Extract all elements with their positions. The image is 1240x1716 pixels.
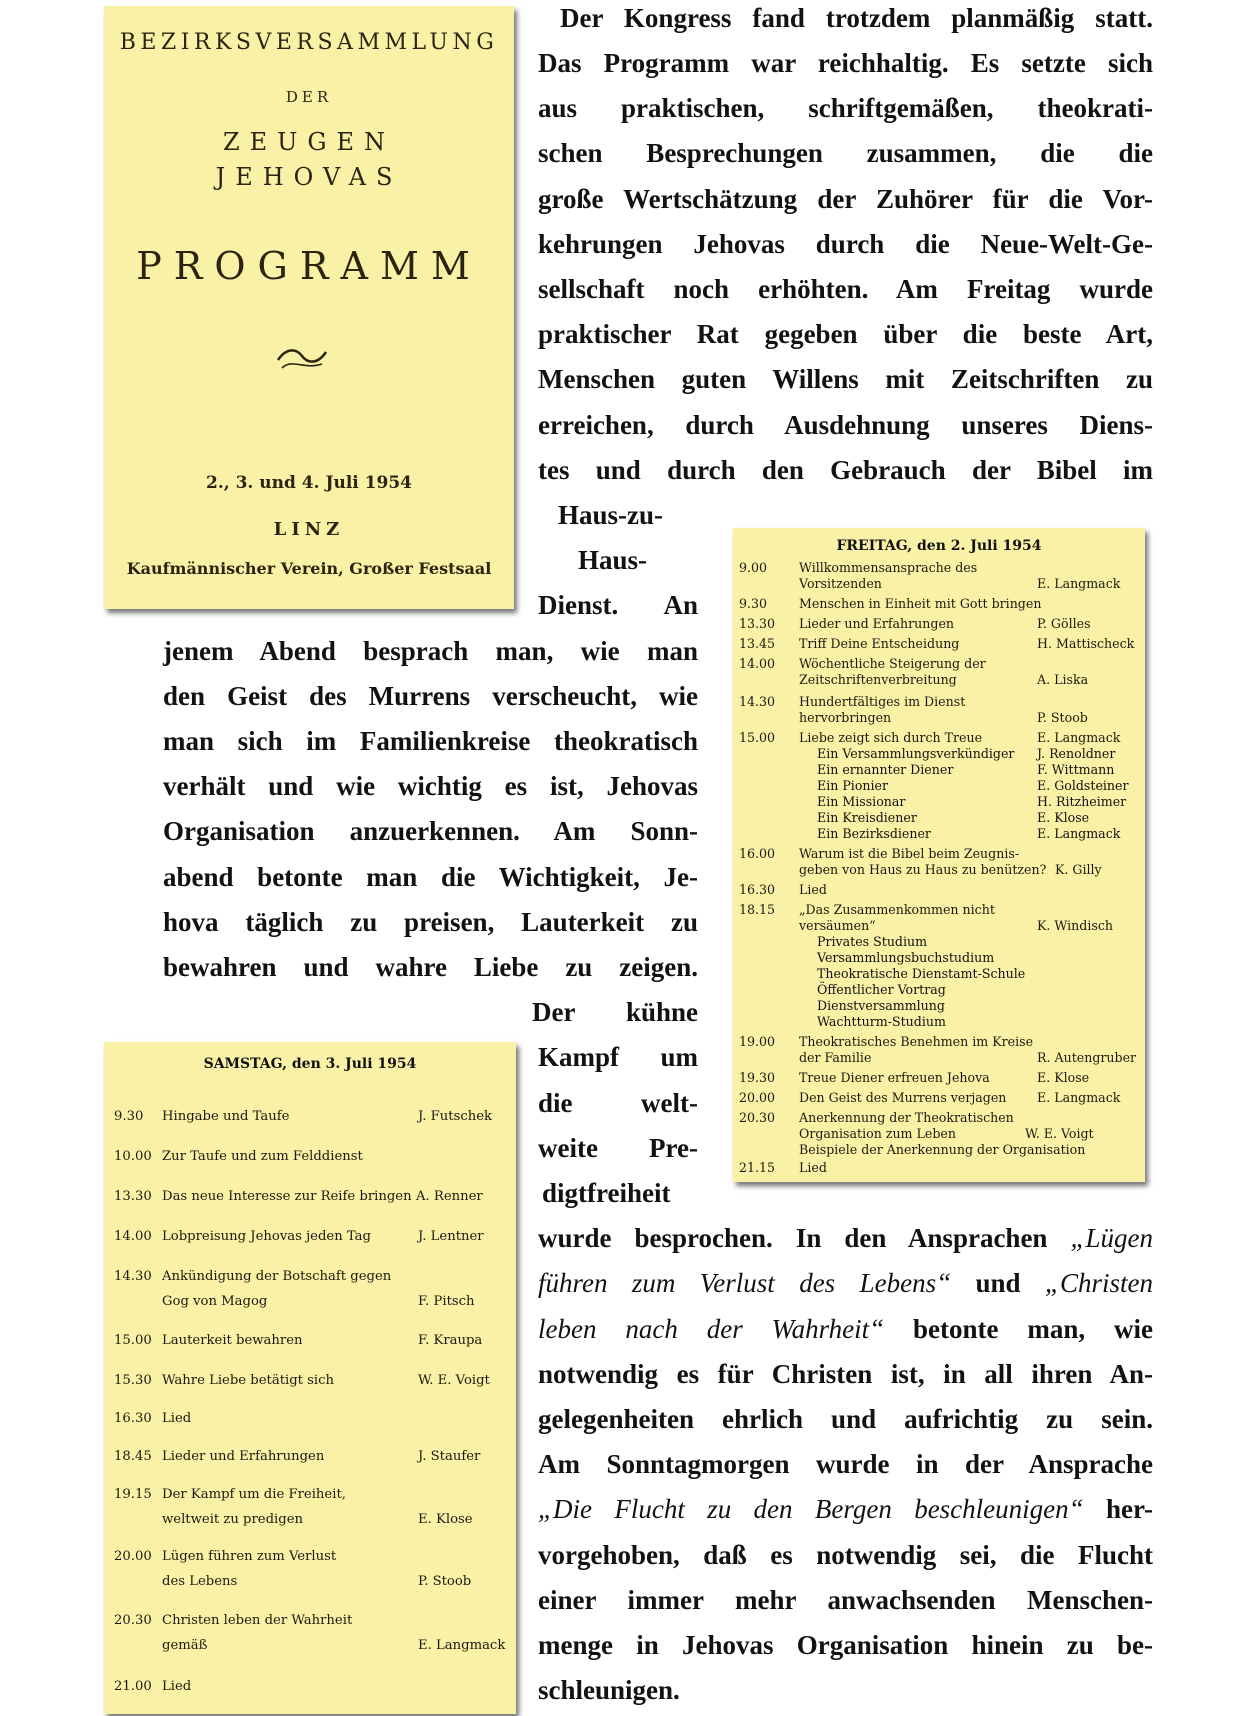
body-line: Der Kongress fand trotzdem planmäßig statt.: [560, 3, 1153, 33]
program-speaker: A. Liska: [1037, 672, 1089, 687]
body-line: bewahren und wahre Liebe zu zeigen.: [163, 952, 698, 982]
subtalk-speaker: E. Langmack: [1037, 826, 1121, 841]
program-time: 9.00: [739, 560, 768, 575]
program-speaker: J. Futschek: [418, 1109, 493, 1124]
program-cover: [104, 6, 514, 609]
body-line: Organisation anzuerkennen. Am Sonn-: [163, 816, 698, 846]
program-speaker: P. Stoob: [418, 1574, 472, 1589]
program-speaker: W. E. Voigt: [1025, 1126, 1094, 1141]
body-line: vorgehoben, daß es notwendig sei, die Flucht: [538, 1540, 1153, 1570]
program-title: Wahre Liebe betätigt sich: [162, 1373, 335, 1388]
friday-1500-subtalks: [817, 746, 1014, 842]
subtalk-speaker: J. Renoldner: [1037, 746, 1116, 761]
talk-title: „Lügen: [1070, 1223, 1154, 1253]
program-time: 16.00: [739, 846, 776, 861]
body-text: wurde besprochen. In den Ansprachen: [538, 1223, 1048, 1253]
program-title: Lieder und Erfahrungen: [162, 1449, 325, 1464]
program-time: 21.15: [739, 1160, 776, 1175]
program-title: „Das Zusammenkommen nicht versäumen“: [799, 902, 995, 933]
program-speaker: K. Gilly: [1055, 862, 1102, 877]
program-speaker: E. Klose: [418, 1512, 473, 1527]
program-speaker: E. Langmack: [1037, 1090, 1121, 1105]
subtalk-speaker: F. Wittmann: [1037, 762, 1115, 777]
program-speaker: P. Gölles: [1037, 616, 1091, 631]
program-title: Lauterkeit bewahren: [162, 1333, 303, 1348]
program-speaker: R. Autengruber: [1037, 1050, 1137, 1065]
program-speaker: E. Langmack: [418, 1638, 506, 1653]
subtalk-label: Ein ernannter Diener: [817, 762, 954, 777]
program-time: 19.15: [114, 1487, 152, 1502]
body-line: Der kühne: [532, 997, 698, 1027]
program-title: Zur Taufe und zum Felddienst: [162, 1149, 363, 1164]
body-line: Am Sonntagmorgen wurde in der Ansprache: [538, 1449, 1153, 1479]
program-title: Der Kampf um die Freiheit, weltweit zu predigen: [162, 1487, 346, 1527]
program-title: Triff Deine Entscheidung: [799, 636, 960, 651]
program-title: Hundertfältiges im Dienst hervorbringen: [799, 694, 966, 725]
body-line: sellschaft noch erhöhten. Am Freitag wurde: [538, 274, 1153, 304]
talk-title: „Christen: [1044, 1268, 1154, 1298]
body-line: Haus-: [578, 545, 648, 575]
body-line: tes und durch den Gebrauch der Bibel im: [538, 455, 1153, 485]
program-speaker: H. Mattischeck: [1037, 636, 1135, 651]
subtalk-label: Dienstversammlung: [817, 998, 945, 1013]
subtalk-label: Ein Kreisdiener: [817, 810, 917, 825]
program-speaker: J. Staufer: [418, 1449, 481, 1464]
body-line: abend betonte man die Wichtigkeit, Je-: [163, 862, 698, 892]
cover-title: PROGRAMM: [136, 244, 482, 288]
subtalk-label: Ein Pionier: [817, 778, 889, 793]
body-line: den Geist des Murrens verscheucht, wie: [163, 681, 698, 711]
talk-title: „Die Flucht zu den Bergen beschleunigen“: [538, 1494, 1084, 1524]
program-speaker: E. Klose: [1037, 1070, 1090, 1085]
program-time: 14.00: [739, 656, 776, 671]
program-time: 13.30: [739, 616, 776, 631]
program-time: 10.00: [114, 1149, 152, 1164]
cover-city: LINZ: [273, 519, 345, 540]
program-title: Hingabe und Taufe: [162, 1109, 290, 1124]
program-speaker: P. Stoob: [1037, 710, 1088, 725]
body-line: notwendig es für Christen ist, in all ihren An-: [538, 1359, 1153, 1389]
subtalk-label: Ein Versammlungsverkündiger: [817, 746, 1015, 761]
body-line: aus praktischen, schriftgemäßen, theokrati-: [538, 93, 1153, 123]
body-line: digtfreiheit: [542, 1178, 671, 1208]
body-line: gelegenheiten ehrlich und aufrichtig zu sein.: [538, 1404, 1153, 1434]
program-time: 16.30: [739, 882, 776, 897]
program-title: Anerkennung der Theokratischen Organisation zum Leben Beispiele der Anerkennung der Organisation: [799, 1110, 1086, 1157]
program-time: 20.00: [114, 1549, 152, 1564]
program-title: Ankündigung der Botschaft gegen Gog von Magog: [162, 1269, 392, 1309]
cover-heading-line1: BEZIRKSVERSAMMLUNG: [119, 30, 499, 55]
program-title: Lied: [162, 1679, 192, 1694]
subtalk-speaker: E. Klose: [1037, 810, 1090, 825]
program-speaker: A. Renner: [416, 1189, 483, 1204]
subtalk-label: Ein Bezirksdiener: [817, 826, 931, 841]
program-title: Warum ist die Bibel beim Zeugnis- geben von Haus zu Haus zu benützen?: [799, 846, 1047, 877]
body-line: große Wertschätzung der Zuhörer für die Vor-: [538, 184, 1153, 214]
program-title: Lied: [799, 1160, 827, 1175]
program-title: Menschen in Einheit mit Gott bringen: [799, 596, 1042, 611]
program-time: 13.30: [114, 1189, 152, 1204]
body-line: [538, 1216, 1153, 1261]
talk-title: führen zum Verlust des Lebens“: [538, 1268, 952, 1298]
program-title: Lieder und Erfahrungen: [799, 616, 955, 631]
program-title: Das neue Interesse zur Reife bringen: [162, 1189, 412, 1204]
body-line: kehrungen Jehovas durch die Neue-Welt-Ge-: [538, 229, 1153, 259]
body-line: weite Pre-: [538, 1133, 698, 1163]
body-line: Kampf um: [538, 1042, 698, 1072]
body-line: jenem Abend besprach man, wie man: [163, 636, 698, 666]
program-speaker: F. Pitsch: [418, 1294, 475, 1309]
saturday-program: [104, 1042, 516, 1714]
program-time: 15.00: [114, 1333, 152, 1348]
friday-title: FREITAG, den 2. Juli 1954: [836, 538, 1042, 554]
body-text: her-: [1106, 1494, 1153, 1524]
subtalk-label: Versammlungsbuchstudium: [817, 950, 995, 965]
program-time: 19.30: [739, 1070, 776, 1085]
program-title: Lobpreisung Jehovas jeden Tag: [162, 1229, 371, 1244]
subtalk-label: Öffentlicher Vortrag: [817, 982, 946, 997]
body-line: schen Besprechungen zusammen, die die: [538, 138, 1153, 168]
cover-venue: Kaufmännischer Verein, Großer Festsaal: [126, 559, 492, 578]
subtalk-label: Privates Studium: [817, 934, 928, 949]
program-time: 14.00: [114, 1229, 152, 1244]
program-title: Liebe zeigt sich durch Treue: [799, 730, 983, 745]
subtalk-label: Theokratische Dienstamt-Schule: [817, 966, 1026, 981]
subtalk-label: Wachtturm-Studium: [817, 1014, 946, 1029]
program-time: 9.30: [114, 1109, 144, 1124]
cover-heading-line3: ZEUGEN: [222, 128, 396, 156]
program-time: 18.15: [739, 902, 776, 917]
program-title: Willkommensansprache des Vorsitzenden: [799, 560, 978, 591]
body-line: einer immer mehr anwachsenden Menschen-: [538, 1585, 1153, 1615]
friday-1500-speakers: [1037, 746, 1129, 842]
body-line: verhält und wie wichtig es ist, Jehovas: [163, 771, 698, 801]
subtalk-speaker: H. Ritzheimer: [1037, 794, 1127, 809]
body-line: [538, 1487, 1153, 1532]
program-title: Christen leben der Wahrheit gemäß: [162, 1613, 353, 1653]
program-time: 14.30: [114, 1269, 152, 1284]
friday-program: [733, 528, 1145, 1182]
subtalk-speaker: E. Goldsteiner: [1037, 778, 1129, 793]
subtalk-label: Ein Missionar: [817, 794, 906, 809]
cover-heading-line4: JEHOVAS: [215, 163, 403, 191]
program-time: 15.00: [739, 730, 776, 745]
program-time: 14.30: [739, 694, 776, 709]
body-line: [538, 1261, 1153, 1306]
program-title: Lügen führen zum Verlust des Lebens: [162, 1549, 337, 1589]
program-time: 19.00: [739, 1034, 776, 1049]
body-line: Menschen guten Willens mit Zeitschriften zu: [538, 364, 1153, 394]
program-title: Treue Diener erfreuen Jehova: [799, 1070, 990, 1085]
program-time: 18.45: [114, 1449, 152, 1464]
body-line: Haus-zu-: [558, 500, 664, 530]
program-title: Lied: [799, 882, 827, 897]
body-line: die welt-: [538, 1088, 698, 1118]
program-title: Den Geist des Murrens verjagen: [799, 1090, 1007, 1105]
body-line: hova täglich zu preisen, Lauterkeit zu: [163, 907, 698, 937]
program-title: Wöchentliche Steigerung der Zeitschriftenverbreitung: [799, 656, 986, 687]
body-line: Das Programm war reichhaltig. Es setzte sich: [538, 48, 1153, 78]
program-time: 16.30: [114, 1411, 152, 1426]
program-speaker: J. Lentner: [418, 1229, 484, 1244]
program-time: 21.00: [114, 1679, 152, 1694]
body-text: betonte man, wie: [913, 1314, 1153, 1344]
program-time: 20.30: [114, 1613, 152, 1628]
body-line: [538, 1307, 1153, 1352]
program-time: 20.00: [739, 1090, 776, 1105]
program-speaker: W. E. Voigt: [418, 1373, 490, 1388]
program-speaker: K. Windisch: [1037, 918, 1113, 933]
program-speaker: E. Langmack: [1037, 576, 1121, 591]
body-line: Dienst. An: [538, 590, 698, 620]
program-speaker: F. Kraupa: [418, 1333, 483, 1348]
program-time: 13.45: [739, 636, 776, 651]
friday-1815-subtalks: [817, 934, 1025, 1030]
program-title: Theokratisches Benehmen im Kreise der Familie: [799, 1034, 1034, 1065]
program-title: Lied: [162, 1411, 192, 1426]
ornament-icon: [274, 344, 330, 372]
talk-title: leben nach der Wahrheit“: [538, 1314, 885, 1344]
cover-dates: 2., 3. und 4. Juli 1954: [206, 473, 412, 493]
body-line: menge in Jehovas Organisation hinein zu be-: [538, 1630, 1153, 1660]
program-time: 20.30: [739, 1110, 776, 1125]
body-line: man sich im Familienkreise theokratisch: [163, 726, 698, 756]
body-line: erreichen, durch Ausdehnung unseres Diens-: [538, 410, 1153, 440]
program-time: 15.30: [114, 1373, 152, 1388]
program-speaker: E. Langmack: [1037, 730, 1121, 745]
cover-heading-line2: DER: [285, 88, 333, 106]
saturday-title: SAMSTAG, den 3. Juli 1954: [203, 1056, 417, 1072]
program-time: 9.30: [739, 596, 768, 611]
body-line: praktischer Rat gegeben über die beste Art,: [538, 319, 1153, 349]
body-line: schleunigen.: [538, 1675, 680, 1705]
body-text: und: [975, 1268, 1021, 1298]
